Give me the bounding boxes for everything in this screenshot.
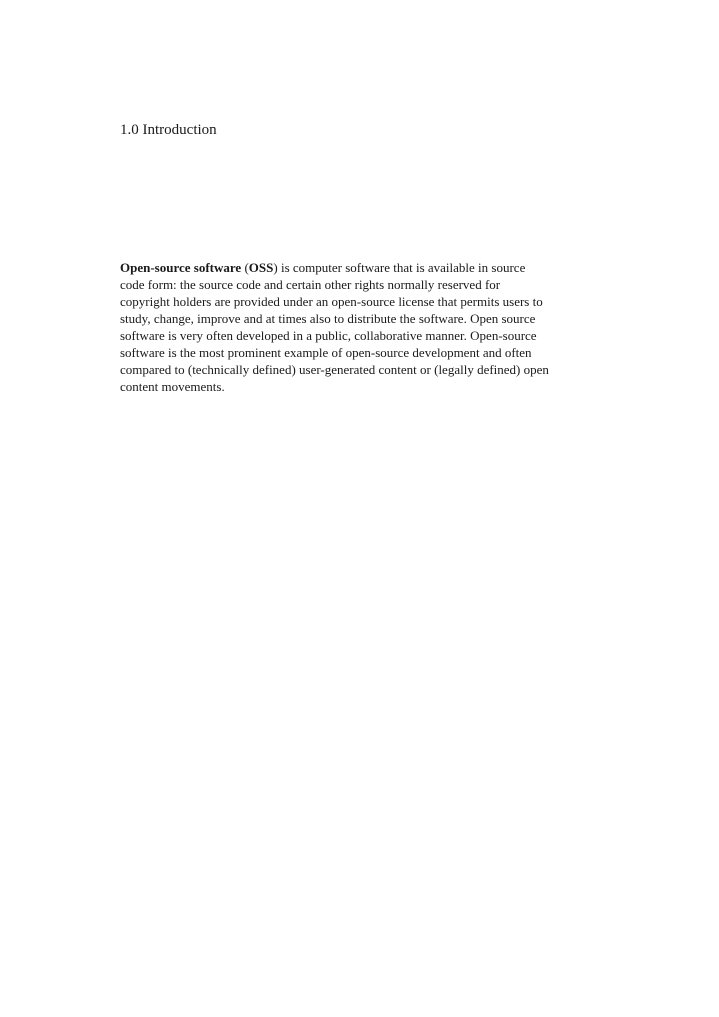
intro-paragraph [120, 259, 610, 395]
paragraph-line-7: compared to (technically defined) user-generated content or (legally defined) open [120, 362, 549, 377]
paragraph-line-2: code form: the source code and certain other rights normally reserved for [120, 277, 501, 292]
term-oss-abbr: OSS [248, 260, 274, 275]
line-1-rest: ) is computer software that is available in source [273, 260, 526, 275]
open-paren: ( [241, 260, 249, 275]
paragraph-line-4: study, change, improve and at times also to distribute the software. Open source [120, 311, 536, 326]
paragraph-line-1 [120, 259, 610, 276]
section-heading: 1.0 Introduction [120, 122, 217, 138]
term-open-source-software: Open-source software [120, 260, 242, 275]
paragraph-line-8: content movements. [120, 379, 225, 394]
paragraph-line-3: copyright holders are provided under an open-source license that permits users to [120, 294, 543, 309]
paragraph-line-5: software is very often developed in a public, collaborative manner. Open-source [120, 328, 537, 343]
paragraph-line-6: software is the most prominent example of open-source development and often [120, 345, 532, 360]
